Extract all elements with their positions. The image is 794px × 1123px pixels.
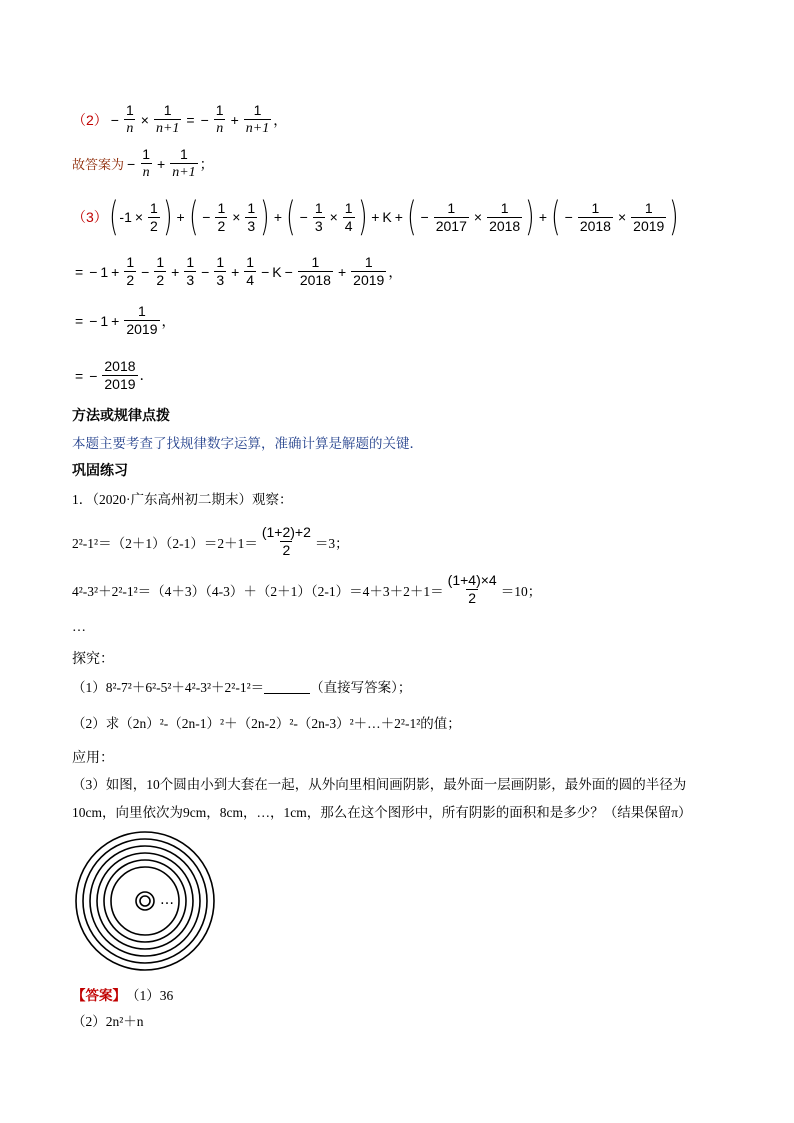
fraction: $\frac{1}{n+1}$ — [155, 102, 180, 136]
question-3-line1: （3）如图，10个圆由小到大套在一起，从外向里相间画阴影，最外面一层画阴影，最外面的圆的半径为 — [72, 777, 687, 792]
circle-r2 — [136, 892, 154, 910]
method-heading: 方法或规律点拨 — [72, 407, 170, 423]
question-2: （2）求（2n）²-（2n-1）²＋（2n-2）²-（2n-3）²＋…＋2²-1²的值； — [72, 716, 461, 731]
part3-line3: = − 1 + $\frac{1}{2019}$ ， — [75, 303, 176, 337]
answer-line-1: 【答案】 （1）36 — [72, 984, 173, 1004]
apply-label: 应用： — [72, 749, 114, 765]
question-3-line2: 10cm，向里依次为9cm，8cm，…，1cm，那么在这个图形中，所有阴影的面积和是多少？（结果保留π） — [72, 805, 692, 820]
example-2: 4²-3²＋2²-1²＝（4＋3）（4-3）＋（2＋1）（2-1）＝4＋3＋2＋1＝ $\frac{(1+4)\times 4}{2}$ ＝10； — [72, 572, 542, 606]
circle-r9 — [83, 839, 207, 963]
figure-dots: … — [160, 892, 174, 908]
circle-r1 — [140, 896, 150, 906]
fraction: $\frac{1}{n+1}$ — [245, 102, 270, 136]
practice-heading: 巩固练习 — [72, 462, 128, 478]
fraction: $\frac{1}{n}$ — [125, 102, 134, 136]
part3-line4: = − $\frac{2018}{2019}$ . — [75, 358, 144, 392]
answer-line-2: （2）2n²＋n — [72, 1014, 144, 1029]
answer-tag: 【答案】 — [72, 988, 126, 1003]
fraction: $\frac{1}{n}$ — [215, 102, 224, 136]
part3-equation: （3） ( -1 × $\frac{1}{2}$ ) + ( − $\frac{1}{2}$ × $\frac{1}{3}$ ) + ( − $\frac{1}{3}$ × $\frac{1}{4}$ ) + K + ( − $\frac{1}{2017}$ × $\frac{1}{2018}$ ) + ( − $\frac{1}{2018}$ × $\frac{1}{2019}$ ) — [72, 194, 679, 240]
fraction: $\frac{1}{n+1}$ — [172, 146, 196, 180]
explore-label: 探究： — [72, 650, 114, 666]
part3-label: （3） — [72, 209, 108, 225]
part3-line2: = − 1 + $\frac{1}{2}$ − $\frac{1}{2}$ + $\frac{1}{3}$ − $\frac{1}{3}$ + $\frac{1}{4}$ − K − $\frac{1}{2018}$ + $\frac{1}{2019}$ ， — [75, 254, 403, 288]
practice-intro: 1．（2020·广东高州初二期末）观察： — [72, 492, 293, 507]
answer2-prefix: 故答案为 — [72, 157, 125, 172]
example-1: 2²-1²＝（2＋1）（2-1）＝2＋1＝ $\frac{(1+2)+2}{2}$ ＝3； — [72, 524, 349, 558]
question-1: （1）8²-7²＋6²-5²＋4²-3²＋2²-1²＝ （直接写答案）； — [72, 680, 412, 695]
part2-equation: （2） − $\frac{1}{n}$ × $\frac{1}{n+1}$ = − $\frac{1}{n}$ + $\frac{1}{n+1}$ ， — [72, 102, 288, 136]
part2-label: （2） — [72, 111, 108, 128]
circles-svg — [74, 830, 216, 972]
answer2-line: 故答案为 − $\frac{1}{n}$ + $\frac{1}{n+1}$ ； — [72, 146, 214, 180]
answer-blank[interactable] — [264, 679, 310, 694]
ellipsis: … — [72, 620, 86, 635]
fraction: $\frac{1}{n}$ — [142, 146, 150, 180]
method-text: 本题主要考查了找规律数字运算，准确计算是解题的关键． — [72, 436, 423, 451]
circle-r8 — [90, 846, 200, 956]
concentric-circles-figure — [74, 830, 216, 972]
